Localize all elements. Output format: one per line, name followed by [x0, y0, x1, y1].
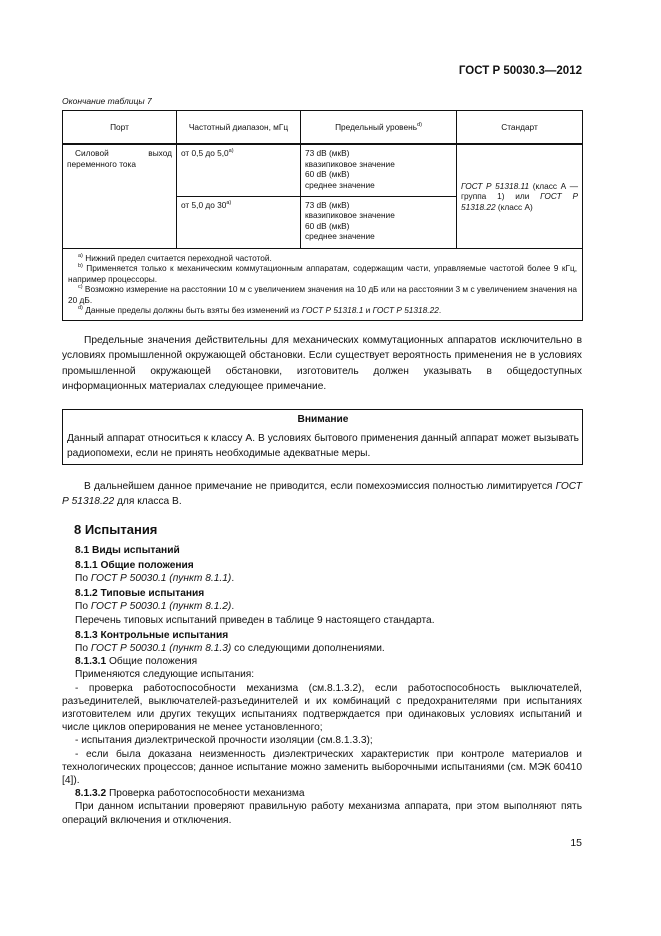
table-header-row: [63, 111, 583, 145]
col-standard: Стандарт: [457, 111, 583, 145]
standard-ref: ГОСТ Р 50030.1 (пункт 8.1.3): [90, 642, 232, 654]
footnote-text: и: [363, 305, 373, 315]
text: По: [75, 642, 91, 654]
heading-8-1-2: 8.1.2 Типовые испытания: [75, 588, 205, 600]
limit-line: 60 dB (мкВ): [305, 220, 350, 231]
ref-line: [62, 600, 582, 613]
paragraph-text: Предельные значения действительны для механических коммутационных аппаратов исключительно в условиях промышленной окружающей обстановки. Если существует вероятность применения не в условиях промышленной окружающей обстановки, изготовитель должен указывать в общедоступных информационных материалах следующее примечание.: [62, 334, 582, 392]
section-title: 8 Испытания: [74, 521, 158, 537]
emission-limits-table: [62, 110, 583, 321]
standard-ref: ГОСТ Р 51318.1: [301, 305, 364, 315]
limit-line: квазипиковое значение: [305, 210, 395, 220]
col-limit-label: Предельный уровень: [335, 121, 418, 132]
limit-cell: [301, 196, 457, 248]
table-caption: Окончание таблицы 7: [62, 96, 152, 106]
limit-line: среднее значение: [305, 179, 375, 190]
limit-line: среднее значение: [305, 231, 375, 241]
notice-text: Данный аппарат относиться к классу А. В условиях бытового применения данный аппарат может вызывать радиопомехи, если не принять необходимые адекватные меры.: [67, 432, 579, 459]
text: .: [231, 601, 235, 613]
notice-box: [62, 409, 583, 465]
text: .: [231, 572, 235, 584]
col-limit: [301, 111, 457, 145]
limit-cell: [301, 144, 457, 196]
col-range: Частотный диапазон, мГц: [177, 111, 301, 145]
footnote-mark: b): [78, 263, 83, 270]
paragraph-note: [62, 479, 582, 510]
paragraph-text: [62, 479, 582, 510]
footnote-text: Нижний предел считается переходной частотой.: [82, 252, 272, 263]
heading-8-1-3: 8.1.3 Контрольные испытания: [75, 629, 229, 641]
paragraph-limits: [62, 333, 582, 395]
text: для класса В.: [114, 496, 182, 507]
limit-line: 73 dB (мкВ): [305, 148, 350, 158]
standard-ref: ГОСТ Р 51318.22: [62, 480, 582, 507]
standard-ref: ГОСТ Р 50030.1 (пункт 8.1.1): [90, 572, 232, 584]
table-row: [63, 144, 583, 196]
limit-line: квазипиковое значение: [305, 158, 395, 169]
heading-8-1-3-1: [62, 655, 582, 668]
list-item: - если была доказана неизменность диэлектрических характеристик при контроле материалов и технологических процессов; данное испытание можно заменить выборочными испытаниями (см. МЭК 60410 [4]).: [62, 748, 582, 786]
page-number: 15: [570, 836, 582, 849]
standard-text: (класс А — группа 1): [461, 180, 578, 201]
range-cell: [177, 144, 301, 196]
text: По: [75, 572, 91, 584]
footnote-text: Данные пределы должны быть взяты без изменений из: [82, 305, 302, 315]
heading-number: 8.1.3.2: [75, 788, 107, 800]
footnote-mark: d): [417, 121, 422, 128]
paragraph-text: Применяются следующие испытания:: [75, 669, 255, 681]
footnote-mark: a): [226, 199, 232, 206]
heading-number: 8.1.3.1: [75, 656, 107, 668]
notice-title: Внимание: [297, 413, 349, 425]
footnote: [68, 305, 577, 316]
footnotes-cell: [63, 248, 583, 320]
limit-line: 60 dB (мкВ): [305, 169, 350, 179]
footnote: [68, 263, 577, 284]
standard-ref: ГОСТ Р 50030.1 (пункт 8.1.2): [90, 601, 232, 613]
list-item: - испытания диэлектрической прочности изоляции (см.8.1.3.3);: [75, 735, 373, 747]
document-id: ГОСТ Р 50030.3—2012: [458, 65, 582, 77]
standard-ref: ГОСТ Р 51318.22: [372, 305, 439, 315]
range-text: от 0,5 до 5,0: [181, 148, 229, 158]
footnote-mark: a): [78, 252, 83, 259]
ref-line: [62, 572, 582, 585]
paragraph-text: Перечень типовых испытаний приведен в таблице 9 настоящего стандарта.: [75, 614, 435, 626]
footnote-mark: d): [78, 305, 83, 312]
ref-line: [62, 642, 582, 655]
footnote: [68, 253, 577, 264]
footnote: [68, 284, 577, 305]
footnote-mark: c): [78, 284, 83, 291]
col-port: Порт: [63, 111, 177, 145]
footnote-text: Возможно измерение на расстоянии 10 м с увеличением значения на 10 дБ или на расстоянии 3 м с увеличением значения на 20 дБ.: [68, 284, 577, 305]
text: В дальнейшем данное примечание не приводится, если помехоэмиссия полностью лимитируется: [84, 480, 556, 492]
footnote-text: Применяется только к механическим коммутационным аппаратам, содержащим части, управляемые частотой более 9 кГц, например процессоры.: [68, 263, 577, 284]
standard-cell: [457, 144, 583, 248]
standard-text: (класс А): [495, 201, 533, 212]
limit-line: 73 dB (мкВ): [305, 199, 350, 210]
section-8-content: [62, 544, 582, 827]
list-item: - проверка работоспособности механизма (см.8.1.3.2), если работоспособность выключателей, разъединителей, выключателей-разъединителей и их комбинаций с предохранителями при испытаниях изготовителем или других текущих испытаниях подтверждается при одинаковых условиях испытаний и числе циклов оперирования не менее установленного;: [62, 682, 582, 734]
table-footnotes: [63, 248, 583, 320]
port-cell: Силовой выход переменного тока: [63, 144, 177, 248]
text: По: [75, 601, 91, 613]
standard-or: или: [515, 191, 541, 201]
text: со следующими дополнениями.: [231, 642, 385, 654]
standard-ref: ГОСТ Р 51318.11: [461, 180, 530, 191]
heading-8-1-1: 8.1.1 Общие положения: [75, 559, 194, 571]
standard-ref: ГОСТ Р 51318.22: [461, 191, 578, 212]
footnote-text: .: [438, 305, 442, 315]
range-text: от 5,0 до 30: [181, 199, 227, 210]
heading-8-1: 8.1 Виды испытаний: [75, 544, 180, 556]
heading-title: Проверка работоспособности механизма: [106, 788, 305, 800]
heading-title: Общие положения: [106, 656, 198, 668]
footnote-mark: a): [228, 148, 234, 155]
paragraph-text: При данном испытании проверяют правильную работу механизма аппарата, при этом выполняют пять операций включения и отключения.: [62, 801, 582, 826]
range-cell: [177, 196, 301, 248]
heading-8-1-3-2: [62, 787, 582, 800]
